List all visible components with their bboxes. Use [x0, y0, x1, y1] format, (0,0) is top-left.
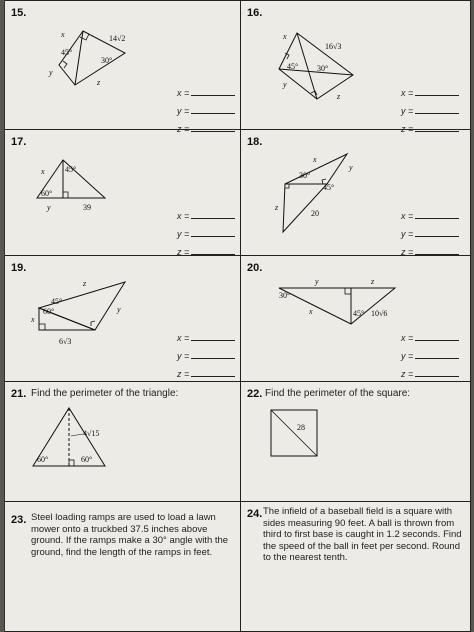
label-y: y	[117, 305, 121, 314]
answer-z[interactable]: z =	[401, 246, 459, 257]
triangle-diagram	[265, 272, 405, 342]
label-z: z	[97, 78, 101, 87]
problem-number: 18.	[247, 136, 263, 148]
label-x: x	[61, 30, 65, 39]
label-39: 39	[83, 203, 91, 212]
answer-y[interactable]: y =	[401, 228, 459, 239]
answer-x[interactable]: x =	[401, 332, 459, 343]
problem-16	[241, 0, 471, 134]
label-30: 30°	[317, 64, 329, 73]
label-z: z	[337, 92, 341, 101]
triangle-diagram	[261, 19, 391, 119]
label-45: 45°	[353, 309, 365, 318]
worksheet	[4, 0, 471, 632]
problem-number: 15.	[11, 7, 27, 19]
problem-number: 24.	[247, 508, 263, 520]
problem-text: Steel loading ramps are used to load a lawn mower onto a truckbed 37.5 inches above ground. If the ramps make a 30° angle with the ground, find the length of the ramps in feet.	[31, 512, 229, 558]
label-x: x	[309, 307, 313, 316]
label-45: 45°	[61, 48, 73, 57]
answer-z[interactable]: z =	[177, 368, 235, 379]
square-diagram	[267, 406, 327, 466]
problem-18	[241, 130, 471, 256]
problem-number: 19.	[11, 262, 27, 274]
problem-number: 22.	[247, 388, 263, 400]
label-6root3: 6√3	[59, 337, 72, 346]
answer-x[interactable]: x =	[401, 210, 459, 221]
answer-y[interactable]: y =	[177, 350, 235, 361]
answer-z[interactable]: z =	[401, 123, 459, 134]
label-60: 60°	[43, 307, 55, 316]
problem-number: 16.	[247, 7, 263, 19]
label-y: y	[349, 163, 353, 172]
label-45: 45°	[323, 183, 335, 192]
answer-z[interactable]: z =	[177, 246, 235, 257]
label-x: x	[283, 32, 287, 41]
label-z: z	[371, 277, 375, 286]
problem-number: 21.	[11, 388, 27, 400]
label-30: 30°	[299, 171, 311, 180]
problem-number: 17.	[11, 136, 27, 148]
answer-x[interactable]: x =	[177, 210, 235, 221]
label-altitude: 4√15	[83, 429, 100, 438]
label-x: x	[41, 167, 45, 176]
label-60-left: 60°	[37, 455, 49, 464]
problem-23	[5, 502, 241, 632]
answer-x[interactable]: x =	[177, 87, 235, 98]
label-y: y	[47, 203, 51, 212]
problem-number: 23.	[11, 514, 27, 526]
problem-text: The infield of a baseball field is a square with sides measuring 90 feet. A ball is thrown from third to first base is caught in 1.2 seconds. Find the speed of the ball in feet per second. Round to the nearest tenth.	[263, 506, 462, 563]
label-45: 45°	[287, 62, 299, 71]
answer-x[interactable]: x =	[401, 87, 459, 98]
triangle-diagram	[259, 144, 379, 244]
label-hyp: 16√3	[325, 42, 342, 51]
problem-prompt: Find the perimeter of the triangle:	[31, 388, 179, 399]
problem-21	[5, 382, 241, 502]
label-60-right: 60°	[81, 455, 93, 464]
label-y: y	[315, 277, 319, 286]
label-30: 30°	[279, 291, 291, 300]
answer-y[interactable]: y =	[177, 105, 235, 116]
answer-y[interactable]: y =	[401, 350, 459, 361]
label-hyp: 14√2	[109, 34, 126, 43]
answer-z[interactable]: z =	[401, 368, 459, 379]
label-y: y	[283, 80, 287, 89]
triangle-diagram	[25, 15, 165, 105]
problem-19	[5, 256, 241, 382]
label-z: z	[83, 279, 87, 288]
problem-22	[241, 382, 471, 502]
problem-20	[241, 256, 471, 382]
triangle-diagram	[25, 152, 135, 232]
answer-y[interactable]: y =	[401, 105, 459, 116]
label-60: 60°	[41, 189, 53, 198]
answer-y[interactable]: y =	[177, 228, 235, 239]
problem-15	[5, 0, 241, 134]
problem-prompt: Find the perimeter of the square:	[265, 388, 411, 399]
label-diagonal: 28	[297, 423, 305, 432]
problem-24	[241, 502, 471, 632]
label-z: z	[275, 203, 279, 212]
answer-x[interactable]: x =	[177, 332, 235, 343]
label-x: x	[31, 315, 35, 324]
problem-number: 20.	[247, 262, 263, 274]
triangle-diagram	[23, 404, 143, 494]
label-45: 45°	[65, 165, 77, 174]
label-x: x	[313, 155, 317, 164]
triangle-diagram	[25, 270, 155, 370]
label-y: y	[49, 68, 53, 77]
label-30: 30°	[101, 56, 113, 65]
problem-17	[5, 130, 241, 256]
label-10root6: 10√6	[371, 309, 388, 318]
answer-z[interactable]: z =	[177, 123, 235, 134]
label-45: 45°	[51, 297, 63, 306]
label-20: 20	[311, 209, 319, 218]
